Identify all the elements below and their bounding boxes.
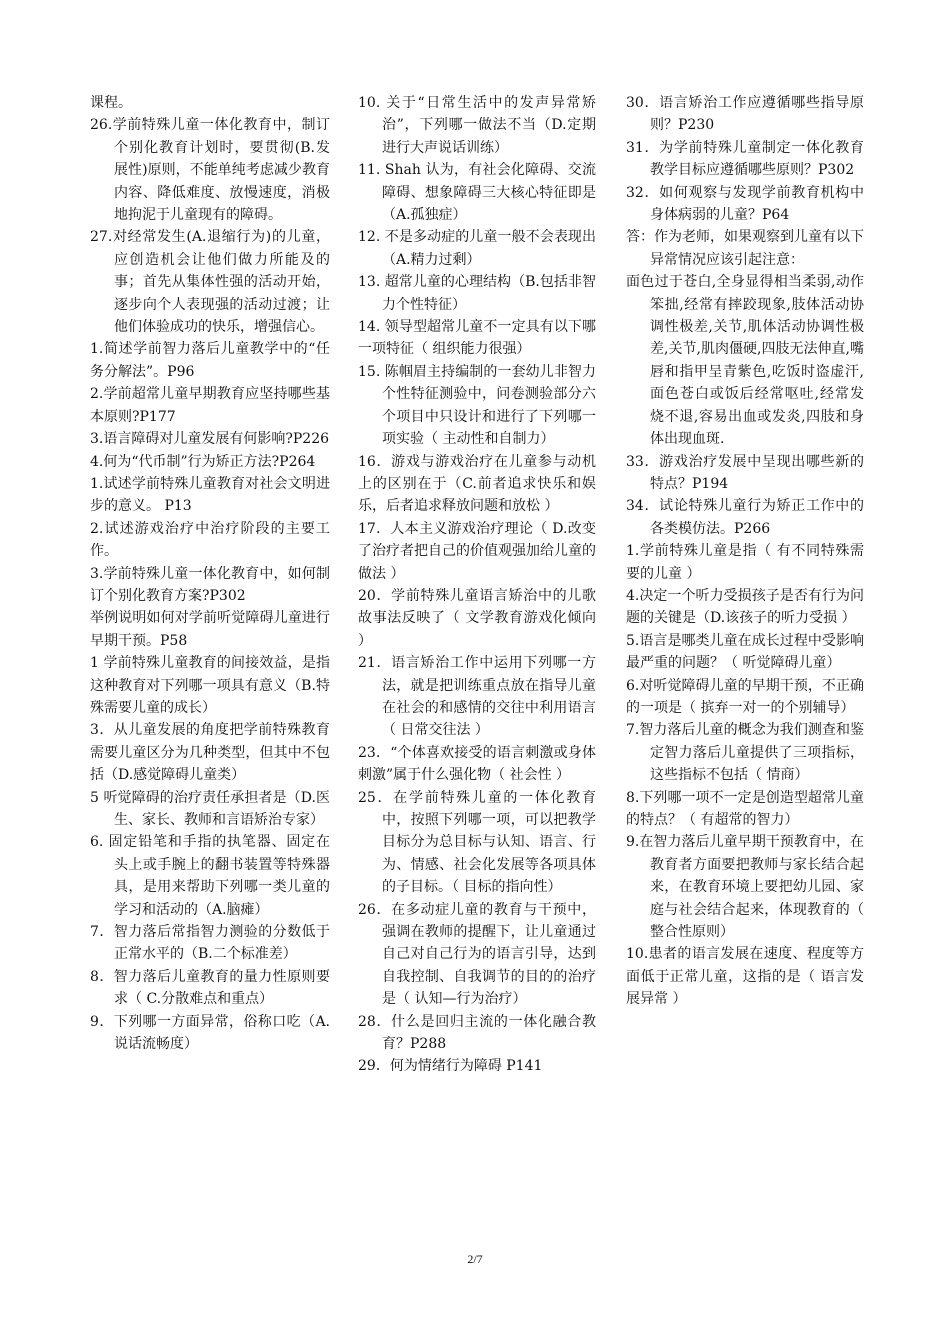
column-2 [358, 92, 596, 1078]
question-paragraph: 举例说明如何对学前听觉障碍儿童进行早期干预。P58 [90, 610, 330, 649]
question-paragraph: 23．“个体喜欢接受的语言刺激或身体刺激”属于什么强化物（ 社会性 ） [358, 744, 596, 784]
question-paragraph: 11. Shah 认为，有社会化障碍、交流障碍、想象障碍三大核心特征即是（A.孤独症） [358, 162, 596, 224]
question-paragraph: 29．何为情绪行为障碍 P141 [358, 1058, 543, 1075]
question-paragraph: 34．试论特殊儿童行为矫正工作中的各类模仿法。P266 [626, 498, 864, 537]
question-paragraph: 20．学前特殊儿童语言矫治中的儿歌故事法反映了（ 文学教育游戏化倾向 ） [358, 587, 596, 649]
question-paragraph: 28．什么是回归主流的一体化融合教育？P288 [358, 1013, 596, 1053]
question-paragraph: 9．下列哪一方面异常，俗称口吃（A.说话流畅度） [90, 1013, 330, 1053]
question-paragraph: 2.试述游戏治疗中治疗阶段的主要工作。 [90, 520, 330, 560]
question-paragraph: 6.对听觉障碍儿童的早期干预，不正确的一项是（ 摈弃一对一的个别辅导） [626, 677, 864, 716]
question-paragraph: 面色过于苍白,全身显得相当柔弱,动作笨拙,经常有摔跤现象,肢体活动协调性极差,关节,肌体活动协调性极差,关节,肌肉僵硬,四肢无法伸直,嘴唇和指甲呈青紫色,吃饭时盗虚汗,面色苍白或饭后经常呕吐,经常发烧不退,容易出血或发炎,四肢和身体出现血斑. [626, 274, 864, 448]
question-paragraph: 6. 固定铅笔和手指的执笔器、固定在头上或手腕上的翻书装置等特殊器具，是用来帮助下列哪一类儿童的学习和活动的（A.脑瘫） [90, 834, 330, 918]
question-paragraph: 7.智力落后儿童的概念为我们测查和鉴定智力落后儿童提供了三项指标，这些指标不包括（ 情商） [626, 722, 864, 784]
question-paragraph: 30．语言矫治工作应遵循哪些指导原则？P230 [626, 95, 864, 134]
question-paragraph: 3．从儿童发展的角度把学前特殊教育需要儿童区分为几种类型，但其中不包括（D.感觉障碍儿童类） [90, 722, 330, 784]
question-paragraph: 课程。 [90, 95, 132, 111]
question-paragraph: 26.学前特殊儿童一体化教育中，制订个别化教育计划时，要贯彻(B.发展性)原则，不能单纯考虑减少教育内容、降低难度、放慢速度，消极地拘泥于儿童现有的障碍。 [90, 117, 330, 224]
question-paragraph: 2.学前超常儿童早期教育应坚持哪些基本原则?P177 [90, 386, 330, 425]
question-paragraph: 答：作为老师，如果观察到儿童有以下异常情况应该引起注意： [626, 229, 864, 268]
question-paragraph: 33．游戏治疗发展中呈现出哪些新的特点？P194 [626, 453, 864, 492]
question-paragraph: 14. 领导型超常儿童不一定具有以下哪一项特征（ 组织能力很强） [358, 319, 596, 358]
question-paragraph: 25．在学前特殊儿童的一体化教育中，按照下列哪一项，可以把教学目标分为总目标与认知、语言、行为、情感、社会化发展等各项具体的子目标。（ 目标的指向性） [358, 789, 596, 896]
question-paragraph: 12. 不是多动症的儿童一般不会表现出（A.精力过剩） [358, 229, 596, 268]
question-paragraph: 31．为学前特殊儿童制定一体化教育教学目标应遵循哪些原则？P302 [626, 139, 864, 179]
question-paragraph: 13. 超常儿童的心理结构（B.包括非智力个性特征） [358, 274, 596, 313]
question-paragraph: 8．智力落后儿童教育的量力性原则要求（ C.分散难点和重点） [90, 968, 330, 1008]
question-paragraph: 9.在智力落后儿童早期干预教育中，在教育者方面要把教师与家长结合起来，在教育环境上要把幼儿园、家庭与社会结合起来，体现教育的（ 整合性原则） [626, 834, 864, 941]
question-paragraph: 7．智力落后常指智力测验的分数低于正常水平的（B.二个标准差） [90, 924, 330, 963]
question-paragraph: 1 学前特殊儿童教育的间接效益，是指这种教育对下列哪一项具有意义（B.特殊需要儿童的成长） [90, 655, 330, 716]
question-paragraph: 3.语言障碍对儿童发展有何影响?P226 [90, 431, 330, 448]
question-paragraph: 16．游戏与游戏治疗在儿童参与动机上的区别在于（C.前者追求快乐和娱乐，后者追求释放问题和放松 ） [358, 453, 596, 515]
column-3 [626, 92, 864, 1011]
page-number: 2/7 [467, 1252, 483, 1266]
question-paragraph: 5.语言是哪类儿童在成长过程中受影响最严重的问题？（ 听觉障碍儿童） [626, 632, 864, 672]
question-paragraph: 17．人本主义游戏治疗理论（ D.改变了治疗者把自己的价值观强加给儿童的做法 ） [358, 520, 596, 582]
question-paragraph: 26．在多动症儿童的教育与干预中，强调在教师的提醒下，让儿童通过自己对自己行为的语言引导，达到自我控制、自我调节的目的的治疗是（ 认知—行为治疗） [358, 901, 596, 1008]
question-paragraph: 32．如何观察与发现学前教育机构中身体病弱的儿童？P64 [626, 184, 864, 224]
question-paragraph: 4.何为“代币制”行为矫正方法?P264 [90, 453, 316, 470]
question-paragraph: 15. 陈帼眉主持编制的一套幼儿非智力个性特征测验中，问卷测验部分六个项目中只设计和进行了下列哪一项实验（ 主动性和自制力） [358, 363, 596, 448]
question-paragraph: 1.简述学前智力落后儿童教学中的“任务分解法”。P96 [90, 341, 330, 380]
question-paragraph: 5 听觉障碍的治疗责任承担者是（D.医生、家长、教师和言语矫治专家） [90, 789, 330, 828]
question-paragraph: 1.试述学前特殊儿童教育对社会文明进步的意义。 P13 [90, 475, 330, 515]
question-paragraph: 10.患者的语言发展在速度、程度等方面低于正常儿童，这指的是（ 语言发展异常 ） [626, 946, 864, 1008]
question-paragraph: 21．语言矫治工作中运用下列哪一方法，就是把训练重点放在指导儿童在社会的和感情的交往中利用语言（ 日常交往法 ） [358, 655, 596, 739]
question-paragraph: 8.下列哪一项不一定是创造型超常儿童的特点？（ 有超常的智力） [626, 789, 864, 828]
question-paragraph: 3.学前特殊儿童一体化教育中，如何制订个别化教育方案?P302 [90, 565, 330, 604]
question-paragraph: 4.决定一个听力受损孩子是否有行为问题的关键是（D.该孩子的听力受损 ） [626, 587, 864, 627]
question-paragraph: 10. 关于“日常生活中的发声异常矫治”，下列哪一做法不当（D.定期进行大声说话训练） [358, 95, 596, 156]
column-1 [90, 92, 330, 1055]
question-paragraph: 1.学前特殊儿童是指（ 有不同特殊需要的儿童 ） [626, 543, 864, 582]
question-paragraph: 27.对经常发生(A.退缩行为)的儿童，应创造机会让他们做力所能及的事；首先从集体性强的活动开始，逐步向个人表现强的活动过渡；让他们体验成功的快乐，增强信心。 [90, 229, 330, 336]
